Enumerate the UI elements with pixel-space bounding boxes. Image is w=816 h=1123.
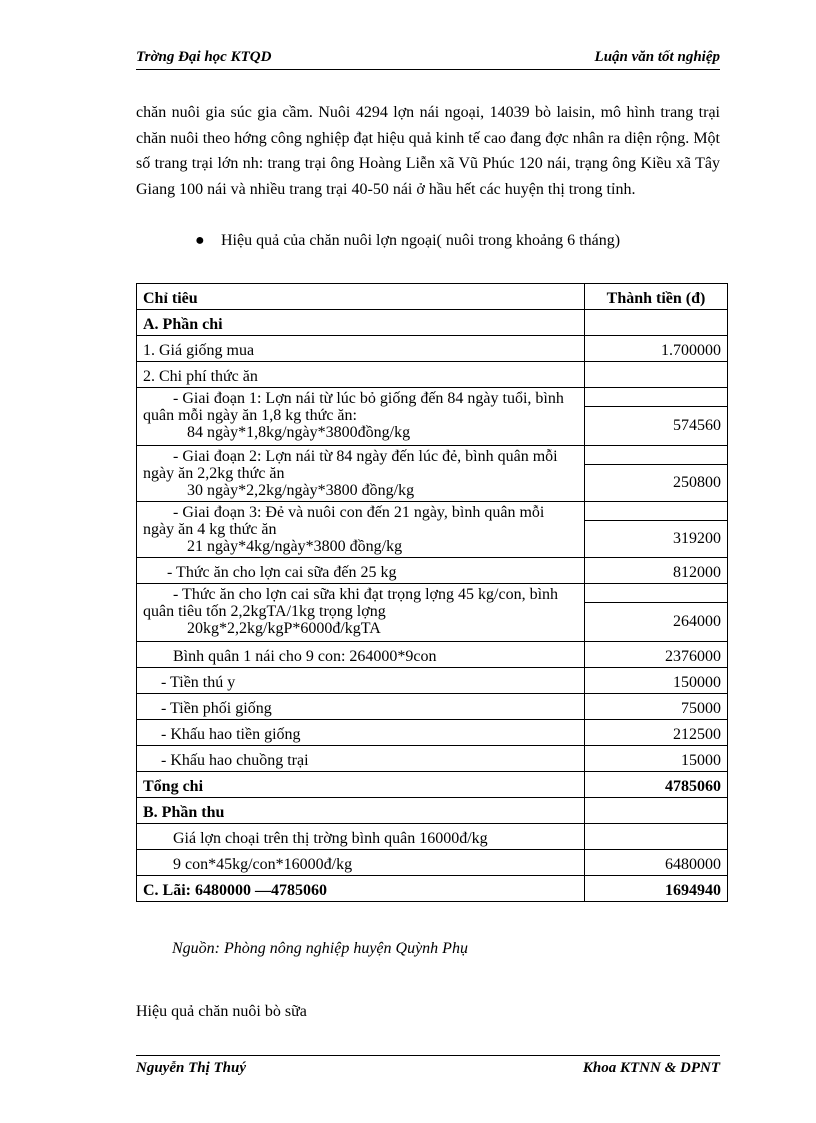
page-footer: [136, 1055, 720, 1082]
weaning-feed-label: - Thức ăn cho lợn cai sữa đến 25 kg: [137, 558, 585, 584]
table-row: [137, 668, 728, 694]
avg-per-sow-label: Bình quân 1 nái cho 9 con: 264000*9con: [137, 642, 585, 668]
seed-depreciation-label: - Khấu hao tiền giống: [137, 720, 585, 746]
footer-author: Nguyễn Thị Thuý: [136, 1060, 247, 1076]
table-row: [137, 798, 728, 824]
stage1-formula: 84 ngày*1,8kg/ngày*3800đồng/kg: [187, 424, 411, 441]
stage3-text: - Giai đoạn 3: Đẻ và nuôi con đến 21 ngày, bình quân mỗi ngày ăn 4 kg thức ăn: [143, 504, 545, 538]
source-note: Nguồn: Phòng nông nghiệp huyện Quỳnh Phụ: [172, 940, 468, 957]
stage2-formula: 30 ngày*2,2kg/ngày*3800 đồng/kg: [187, 482, 415, 499]
profit-value: 1694940: [585, 876, 728, 902]
header-amount: Thành tiền (đ): [585, 284, 728, 310]
bullet-item: [195, 232, 620, 250]
feed-cost-label: 2. Chi phí thức ăn: [137, 362, 585, 388]
weaned-feed-value: 264000: [585, 603, 728, 642]
revenue-label: 9 con*45kg/con*16000đ/kg: [137, 850, 585, 876]
section-heading: Hiệu quả chăn nuôi bò sữa: [136, 1003, 307, 1020]
section-b-label: B. Phần thu: [137, 798, 585, 824]
header-university: Trờng Đại học KTQD: [136, 49, 272, 65]
stage3-description: [137, 502, 585, 558]
table-row: [137, 824, 728, 850]
table-row: [137, 876, 728, 902]
table-row: [137, 720, 728, 746]
table-row: [137, 310, 728, 336]
avg-per-sow-value: 2376000: [585, 642, 728, 668]
page-header: [136, 49, 720, 70]
stage2-text: - Giai đoạn 2: Lợn nái từ 84 ngày đến lúc đẻ, bình quân mỗi ngày ăn 2,2kg thức ăn: [143, 448, 558, 482]
weaned-feed-description: [137, 584, 585, 642]
stage3-value: 319200: [585, 521, 728, 558]
market-price-label: Giá lợn choại trên thị trờng bình quân 16000đ/kg: [137, 824, 585, 850]
table-row: [137, 502, 728, 521]
stage1-value: 574560: [585, 407, 728, 446]
total-cost-label: Tổng chi: [137, 772, 585, 798]
stage2-description: [137, 446, 585, 502]
weaned-feed-text: - Thức ăn cho lợn cai sữa khi đạt trọng lợng 45 kg/con, bình quân tiêu tốn 2,2kgTA/1kg trọng lợng: [143, 586, 559, 620]
stage1-text: - Giai đoạn 1: Lợn nái từ lúc bỏ giống đến 84 ngày tuổi, bình quân mỗi ngày ăn 1,8 kg thức ăn:: [143, 390, 564, 424]
header-thesis-label: Luận văn tốt nghiệp: [594, 49, 720, 65]
breeding-cost-value: 75000: [585, 694, 728, 720]
table-row: [137, 362, 728, 388]
seed-depreciation-value: 212500: [585, 720, 728, 746]
seed-price-value: 1.700000: [585, 336, 728, 362]
section-a-label: A. Phần chi: [137, 310, 585, 336]
table-row: [137, 642, 728, 668]
barn-depreciation-label: - Khấu hao chuồng trại: [137, 746, 585, 772]
stage3-formula: 21 ngày*4kg/ngày*3800 đồng/kg: [187, 538, 403, 555]
table-row: [137, 388, 728, 407]
profit-label: C. Lãi: 6480000 —4785060: [137, 876, 585, 902]
table-row: [137, 446, 728, 465]
stage2-value: 250800: [585, 465, 728, 502]
bullet-dot-icon: ●: [195, 232, 205, 249]
seed-price-label: 1. Giá giống mua: [137, 336, 585, 362]
vet-cost-label: - Tiền thú y: [137, 668, 585, 694]
table-row: [137, 558, 728, 584]
table-row: [137, 336, 728, 362]
pig-cost-table: [136, 283, 728, 902]
table-row: [137, 584, 728, 603]
barn-depreciation-value: 15000: [585, 746, 728, 772]
table-header-row: [137, 284, 728, 310]
table-row: [137, 772, 728, 798]
weaned-feed-formula: 20kg*2,2kg/kgP*6000đ/kgTA: [187, 620, 381, 637]
weaning-feed-value: 812000: [585, 558, 728, 584]
stage1-description: [137, 388, 585, 446]
header-indicator: Chỉ tiêu: [137, 284, 585, 310]
table-row: [137, 694, 728, 720]
total-cost-value: 4785060: [585, 772, 728, 798]
table-row: [137, 746, 728, 772]
table-row: [137, 850, 728, 876]
intro-paragraph: chăn nuôi gia súc gia cầm. Nuôi 4294 lợn nái ngoại, 14039 bò laisin, mô hình trang trại chăn nuôi theo hớng công nghiệp đạt hiệu quả kinh tế cao đang đợc nhân ra diện rộng. Một số trang trại lớn nh: trang trại ông Hoàng Liễn xã Vũ Phúc 120 nái, trạng ông Kiều xã Tây Giang 100 nái và nhiều trang trại 40-50 nái ở hầu hết các huyện thị trong tỉnh.: [136, 104, 720, 198]
footer-faculty: Khoa KTNN & DPNT: [582, 1060, 720, 1076]
breeding-cost-label: - Tiền phối giống: [137, 694, 585, 720]
bullet-text: Hiệu quả của chăn nuôi lợn ngoại( nuôi trong khoảng 6 tháng): [221, 232, 621, 249]
revenue-value: 6480000: [585, 850, 728, 876]
vet-cost-value: 150000: [585, 668, 728, 694]
